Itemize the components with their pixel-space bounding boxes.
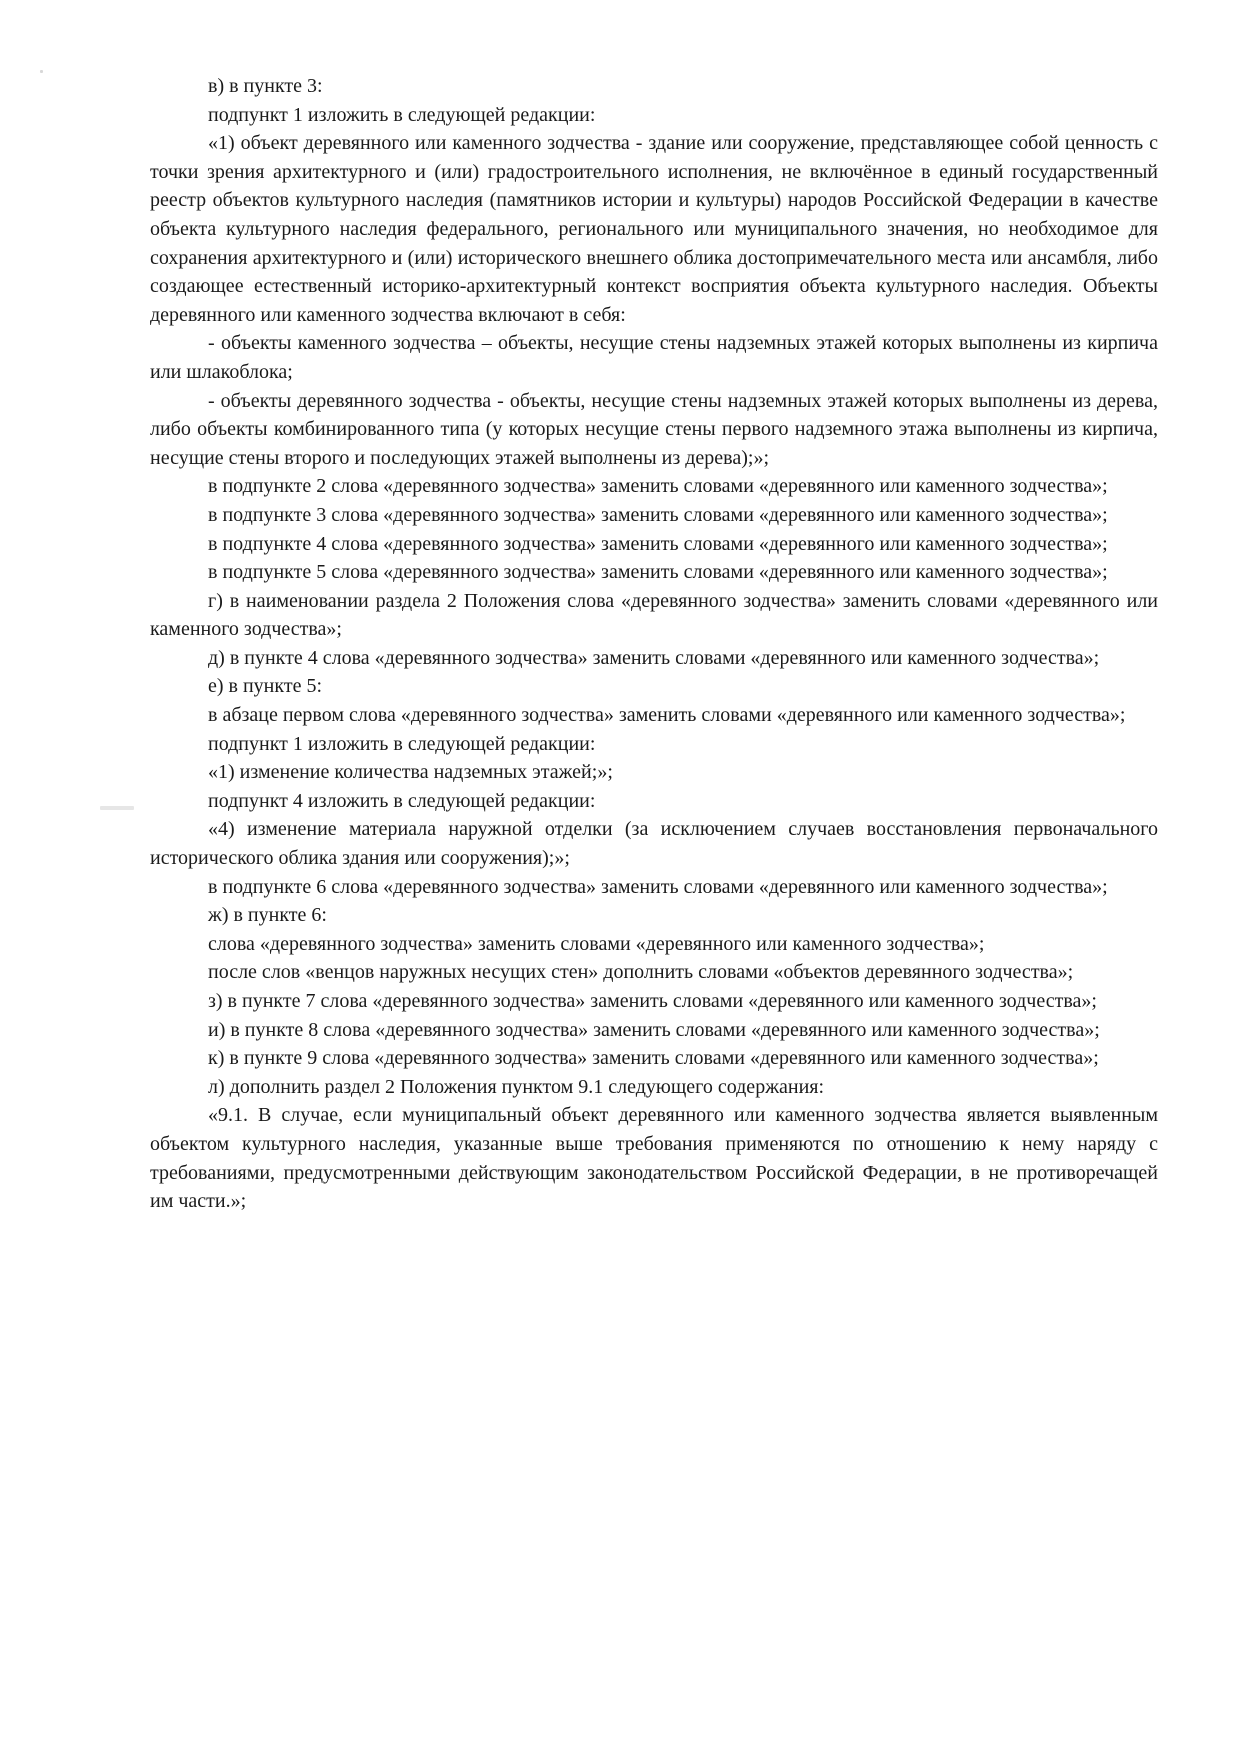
paragraph: в подпункте 5 слова «деревянного зодчества» заменить словами «деревянного или каменного зодчества»; (208, 561, 1108, 584)
document-body (150, 72, 1158, 1216)
paragraph: «4) изменение материала наружной отделки (за исключением случаев восстановления первоначального исторического облика здания или сооружения);»; (150, 818, 1158, 870)
paragraph: после слов «венцов наружных несущих стен» дополнить словами «объектов деревянного зодчества»; (208, 961, 1074, 984)
paragraph: в подпункте 2 слова «деревянного зодчества» заменить словами «деревянного или каменного зодчества»; (208, 475, 1108, 498)
paragraph: подпункт 1 изложить в следующей редакции: (208, 732, 596, 755)
paragraph: - объекты каменного зодчества – объекты, несущие стены надземных этажей которых выполнены из кирпича или шлакоблока; (150, 332, 1158, 383)
paragraph: ж) в пункте 6: (208, 904, 327, 927)
paragraph: слова «деревянного зодчества» заменить словами «деревянного или каменного зодчества»; (208, 932, 985, 955)
paragraph: «9.1. В случае, если муниципальный объект деревянного или каменного зодчества является выявленным объектом культурного наследия, указанные выше требования применяются по отношению к нему наряду с требованиями, предусмотренными действующим законодательством Российской Федерации, в не противоречащей им части.»; (150, 1104, 1158, 1213)
scan-speck (40, 70, 43, 73)
paragraph: «1) объект деревянного или каменного зодчества - здание или сооружение, представляющее собой ценность с точки зрения архитектурного и (или) градостроительного исполнения, не включённое в единый государственный реестр объектов культурного наследия (памятников истории и культуры) народов Российской Федерации в качестве объекта культурного наследия федерального, регионального или муниципального значения, но необходимое для сохранения архитектурного и (или) исторического внешнего облика достопримечательного места или ансамбля, либо создающее естественный историко-архитектурный контекст восприятия объекта культурного наследия. Объекты деревянного или каменного зодчества включают в себя: (150, 132, 1158, 326)
scan-speck (100, 806, 134, 810)
paragraph: и) в пункте 8 слова «деревянного зодчества» заменить словами «деревянного или каменного зодчества»; (208, 1018, 1100, 1041)
paragraph: е) в пункте 5: (208, 675, 323, 698)
paragraph: «1) изменение количества надземных этажей;»; (208, 761, 613, 784)
paragraph: в подпункте 3 слова «деревянного зодчества» заменить словами «деревянного или каменного зодчества»; (208, 503, 1108, 526)
paragraph: подпункт 4 изложить в следующей редакции: (208, 789, 596, 812)
paragraph: г) в наименовании раздела 2 Положения слова «деревянного зодчества» заменить словами «деревянного или каменного зодчества»; (150, 589, 1158, 641)
paragraph: - объекты деревянного зодчества - объекты, несущие стены надземных этажей которых выполнены из дерева, либо объекты комбинированного типа (у которых несущие стены первого надземного этажа выполнены из кирпича, несущие стены второго и последующих этажей выполнены из дерева);»; (150, 389, 1158, 469)
paragraph: к) в пункте 9 слова «деревянного зодчества» заменить словами «деревянного или каменного зодчества»; (208, 1047, 1099, 1070)
paragraph: д) в пункте 4 слова «деревянного зодчества» заменить словами «деревянного или каменного зодчества»; (208, 646, 1100, 669)
paragraph: л) дополнить раздел 2 Положения пунктом 9.1 следующего содержания: (208, 1075, 825, 1098)
paragraph: подпункт 1 изложить в следующей редакции: (208, 103, 596, 126)
paragraph: в подпункте 4 слова «деревянного зодчества» заменить словами «деревянного или каменного зодчества»; (208, 532, 1108, 555)
paragraph: в подпункте 6 слова «деревянного зодчества» заменить словами «деревянного или каменного зодчества»; (208, 875, 1108, 898)
paragraph: в абзаце первом слова «деревянного зодчества» заменить словами «деревянного или каменного зодчества»; (208, 704, 1126, 727)
paragraph: в) в пункте 3: (208, 75, 323, 97)
paragraph: з) в пункте 7 слова «деревянного зодчества» заменить словами «деревянного или каменного зодчества»; (208, 990, 1097, 1012)
